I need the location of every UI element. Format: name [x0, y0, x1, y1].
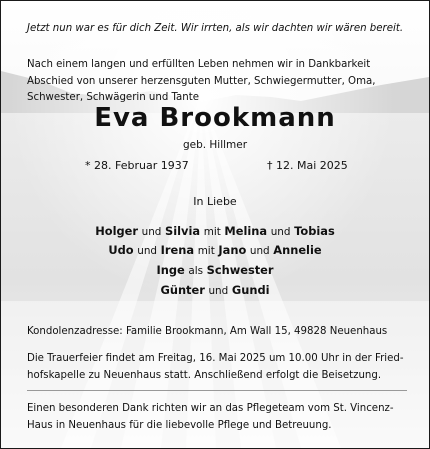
mourner-name: Holger — [95, 224, 139, 238]
mourner-name: Schwester — [206, 263, 274, 277]
mourner-line — [1, 243, 429, 257]
mourner-line — [1, 224, 429, 238]
mourner-name: Inge — [156, 263, 185, 277]
divider — [27, 390, 407, 391]
mourner-name: Jano — [218, 243, 247, 257]
birth-date: * 28. Februar 1937 — [85, 159, 189, 172]
mourner-name: Günter — [160, 283, 205, 297]
mourner-connector: mit — [203, 226, 221, 238]
thanks-text: Einen besonderen Dank richten wir an das Pflegeteam vom St. Vincenz-Haus in Neuenhaus für die liebevolle Pflege und Betreuung. — [27, 403, 394, 431]
mourner-name: Gundi — [231, 283, 270, 297]
mourner-connector: mit — [197, 245, 215, 257]
mourner-connector: und — [137, 245, 158, 257]
mourner-name: Silvia — [165, 224, 201, 238]
motto-text: Jetzt nun war es für dich Zeit. Wir irrten, als wir dachten wir wären bereit. — [26, 23, 404, 34]
intro-text: Nach einem langen und erfüllten Leben nehmen wir in Dankbarkeit Abschied von unserer herzensguten Mutter, Schwiegermutter, Oma, Schwester, Schwägerin und Tante — [27, 59, 376, 103]
mourner-line — [1, 263, 429, 277]
condolence-address: Kondolenzadresse: Familie Brookmann, Am Wall 15, 49828 Neuenhaus — [27, 326, 388, 337]
deceased-name: Eva Brookmann — [94, 103, 336, 133]
mourner-connector: und — [249, 245, 270, 257]
mourner-connector: und — [141, 226, 162, 238]
mourner-name: Tobias — [294, 224, 335, 238]
in-love-heading: In Liebe — [193, 195, 237, 208]
death-date: † 12. Mai 2025 — [267, 159, 348, 172]
mourner-name: Udo — [108, 243, 134, 257]
mourner-name: Melina — [224, 224, 268, 238]
mourner-name: Annelie — [273, 243, 322, 257]
mourner-connector: und — [270, 226, 291, 238]
mourner-line — [1, 283, 429, 297]
birth-name: geb. Hillmer — [182, 139, 248, 151]
mourner-name: Irena — [160, 243, 195, 257]
mourner-connector: als — [188, 265, 203, 277]
funeral-info: Die Trauerfeier findet am Freitag, 16. Mai 2025 um 10.00 Uhr in der Fried- hofskapelle zu Neuenhaus statt. Anschließend erfolgt die Beisetzung. — [27, 353, 404, 381]
mourner-connector: und — [208, 285, 229, 297]
